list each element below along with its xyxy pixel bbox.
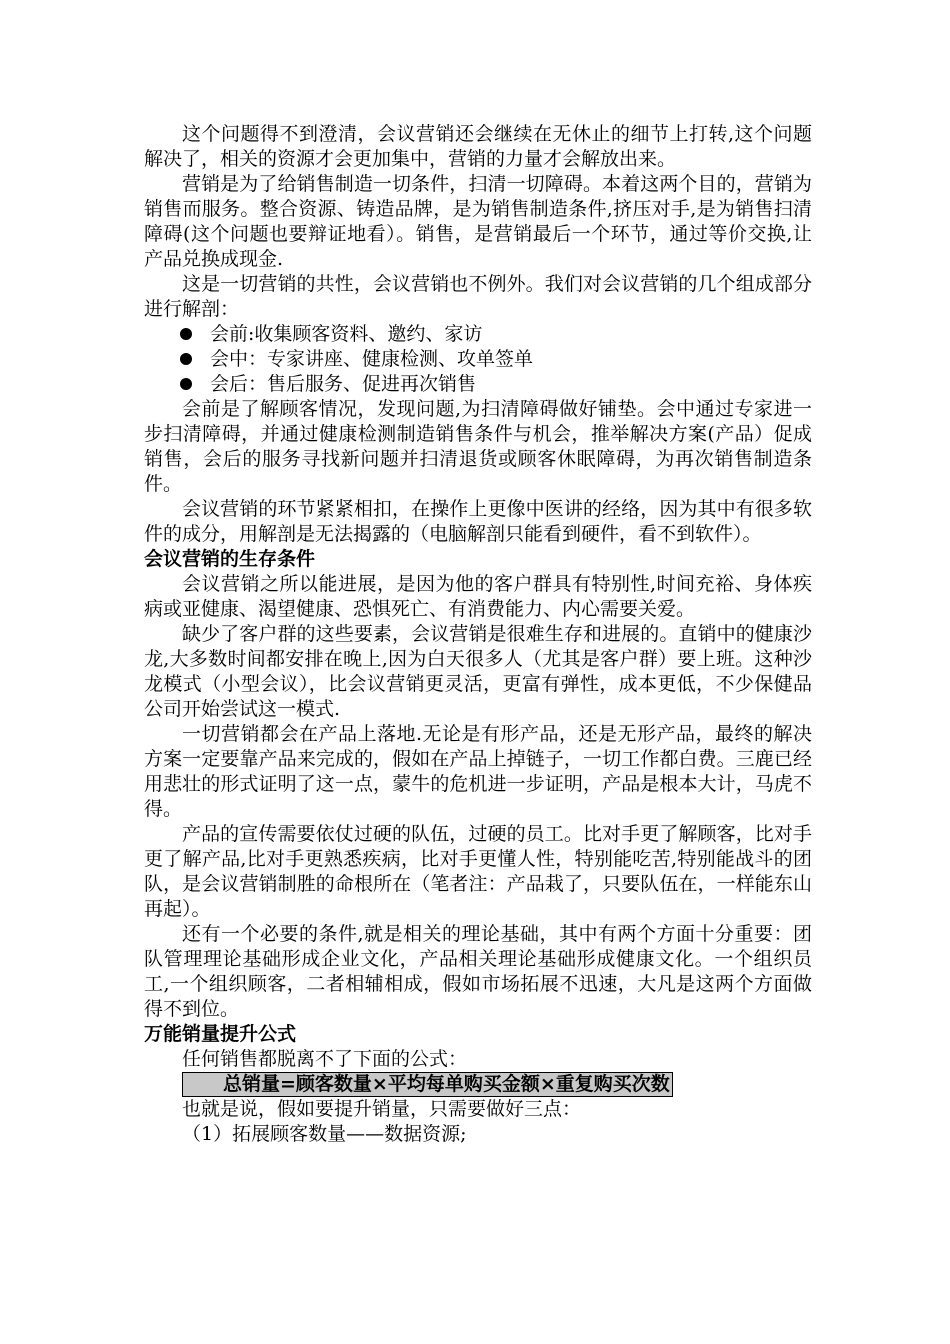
section-heading: 会议营销的生存条件 bbox=[144, 548, 316, 570]
list-item-text: 会前:收集顾客资料、邀约、家访 bbox=[210, 323, 483, 345]
bullet-icon bbox=[180, 353, 192, 365]
list-item bbox=[144, 347, 812, 372]
paragraph: 还有一个必要的条件,就是相关的理论基础，其中有两个方面十分重要：团队管理理论基础形成企业文化，产品相关理论基础形成健康文化。一个组织员工,一个组织顾客，二者相辅相成，假如市场拓展不迅速，大凡是这两个方面做得不到位。 bbox=[144, 923, 812, 1020]
formula-intro: 任何销售都脱离不了下面的公式： bbox=[182, 1048, 468, 1070]
paragraph: 营销是为了给销售制造一切条件，扫清一切障碍。本着这两个目的，营销为销售而服务。整合资源、铸造品牌，是为销售制造条件,挤压对手,是为销售扫清障碍(这个问题也要辩证地看）。销售，是营销最后一个环节，通过等价交换,让产品兑换成现金. bbox=[144, 173, 812, 270]
paragraph: 这个问题得不到澄清，会议营销还会继续在无休止的细节上打转,这个问题解决了，相关的资源才会更加集中，营销的力量才会解放出来。 bbox=[144, 123, 812, 170]
paragraph: 缺少了客户群的这些要素，会议营销是很难生存和进展的。直销中的健康沙龙,大多数时间都安排在晚上,因为白天很多人（尤其是客户群）要上班。这种沙龙模式（小型会议），比会议营销更灵活，更富有弹性，成本更低，不少保健品公司开始尝试这一模式. bbox=[144, 623, 812, 720]
paragraph: （1）拓展顾客数量——数据资源; bbox=[182, 1123, 467, 1145]
paragraph: 这是一切营销的共性，会议营销也不例外。我们对会议营销的几个组成部分进行解剖： bbox=[144, 273, 812, 320]
formula-row bbox=[144, 1072, 812, 1097]
paragraph: 会议营销的环节紧紧相扣，在操作上更像中医讲的经络，因为其中有很多软件的成分，用解剖是无法揭露的（电脑解剖只能看到硬件，看不到软件）。 bbox=[144, 498, 812, 545]
list-item-text: 会后：售后服务、促进再次销售 bbox=[210, 373, 477, 395]
bullet-list bbox=[144, 322, 812, 397]
list-item bbox=[144, 372, 812, 397]
sales-formula: 总销量=顾客数量×平均每单购买金额×重复购买次数 bbox=[182, 1072, 673, 1097]
list-item bbox=[144, 322, 812, 347]
paragraph: 会议营销之所以能进展，是因为他的客户群具有特别性,时间充裕、身体疾病或亚健康、渴望健康、恐惧死亡、有消费能力、内心需要关爱。 bbox=[144, 573, 812, 620]
document-page bbox=[144, 122, 812, 1147]
section-heading: 万能销量提升公式 bbox=[144, 1023, 297, 1045]
bullet-icon bbox=[180, 328, 192, 340]
list-item-text: 会中：专家讲座、健康检测、攻单签单 bbox=[210, 348, 534, 370]
bullet-icon bbox=[180, 378, 192, 390]
paragraph: 也就是说，假如要提升销量，只需要做好三点： bbox=[182, 1098, 582, 1120]
paragraph: 会前是了解顾客情况，发现问题,为扫清障碍做好铺垫。会中通过专家进一步扫清障碍，并通过健康检测制造销售条件与机会，推举解决方案(产品）促成销售，会后的服务寻找新问题并扫清退货或顾客休眠障碍，为再次销售制造条件。 bbox=[144, 398, 812, 495]
paragraph: 一切营销都会在产品上落地.无论是有形产品，还是无形产品，最终的解决方案一定要靠产品来完成的，假如在产品上掉链子，一切工作都白费。三鹿已经用悲壮的形式证明了这一点，蒙牛的危机进一步证明，产品是根本大计，马虎不得。 bbox=[144, 723, 812, 820]
paragraph: 产品的宣传需要依仗过硬的队伍，过硬的员工。比对手更了解顾客，比对手更了解产品,比对手更熟悉疾病，比对手更懂人性，特别能吃苦,特别能战斗的团队，是会议营销制胜的命根所在（笔者注：产品栽了，只要队伍在，一样能东山再起）。 bbox=[144, 823, 812, 920]
